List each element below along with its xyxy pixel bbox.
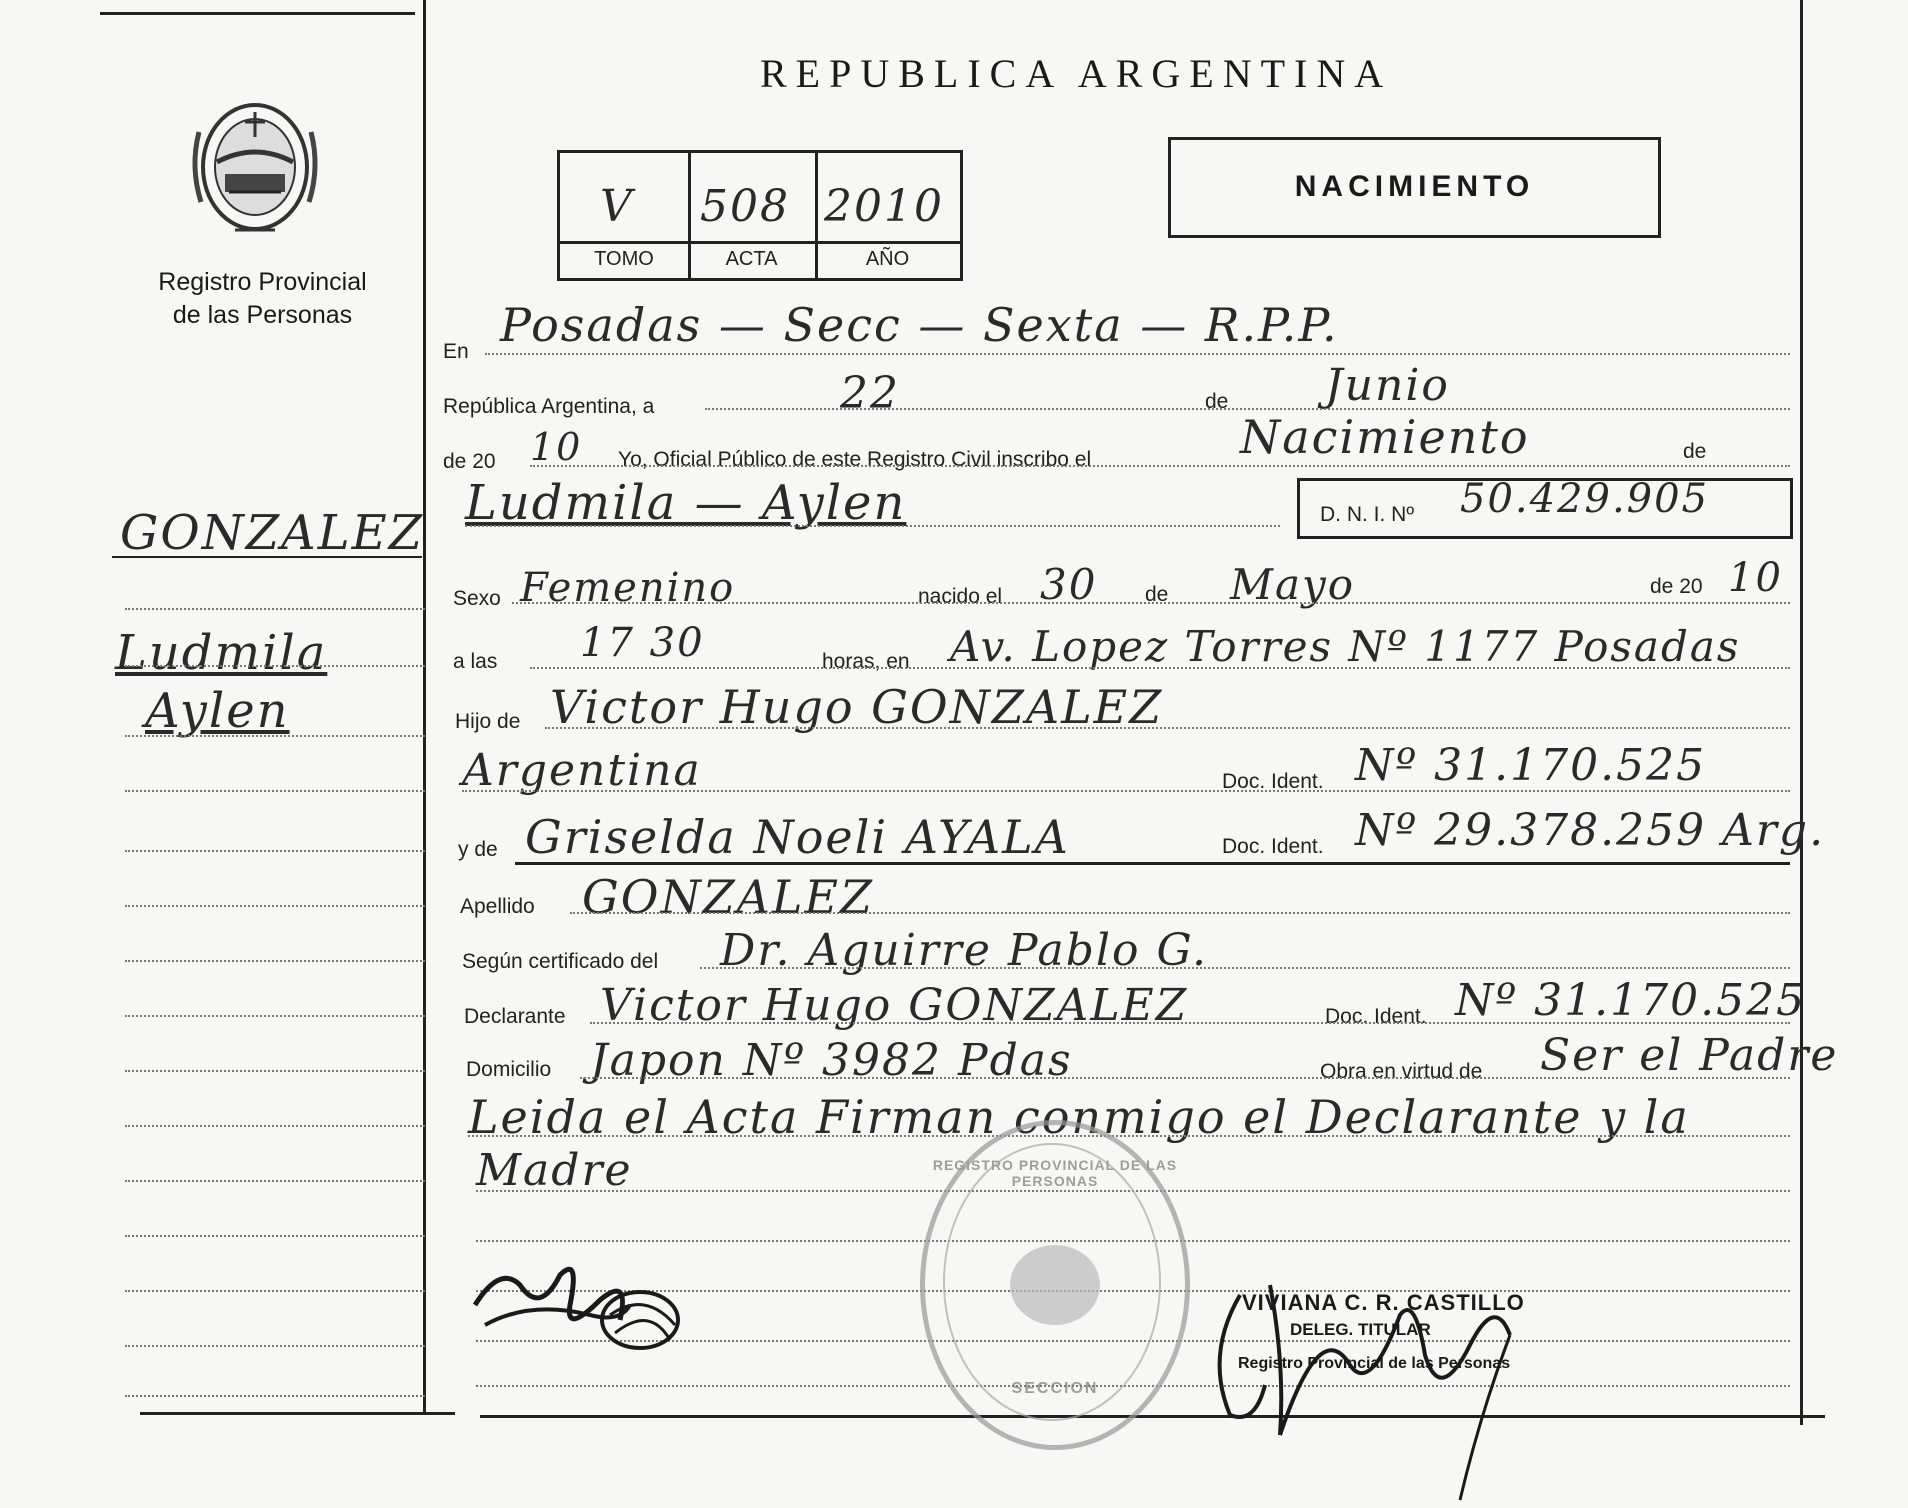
line-apellido (570, 912, 1790, 914)
day: 22 (840, 368, 900, 419)
line-father (545, 727, 1790, 729)
seal-ring-text: REGISTRO PROVINCIAL DE LAS PERSONAS (932, 1157, 1178, 1189)
line-domicilio (580, 1077, 1790, 1079)
right-border (1800, 0, 1803, 1425)
margin-dotted-line (125, 850, 425, 852)
father-nationality: Argentina (462, 745, 702, 796)
mother-name: Griselda Noeli AYALA (525, 810, 1070, 864)
line-child-name (465, 525, 1280, 527)
line-doctor (700, 967, 1790, 969)
margin-dotted-line (125, 790, 425, 792)
label-obra-virtud: Obra en virtud de (1320, 1060, 1483, 1083)
bottom-rule-main (480, 1415, 1825, 1418)
acta-value: 508 (700, 181, 790, 232)
margin-dotted-line (125, 905, 425, 907)
declarant: Victor Hugo GONZALEZ (600, 980, 1189, 1031)
margin-surname: GONZALEZ (120, 505, 424, 561)
margin-dotted-line (125, 960, 425, 962)
label-declarante: Declarante (464, 1005, 566, 1028)
birth-time: 17 30 (580, 620, 705, 666)
label-en: En (443, 340, 469, 363)
line-declarante (590, 1022, 1790, 1024)
margin-dotted-line (125, 665, 425, 667)
father-doc: Nº 31.170.525 (1355, 740, 1707, 791)
birth-day: 30 (1040, 560, 1098, 609)
margin-surname-rule (112, 556, 422, 558)
registry-box-divider (560, 241, 960, 244)
registry-name-line1: Registro Provincial (158, 268, 367, 296)
label-y-de: y de (458, 838, 498, 861)
seal-emblem (1010, 1245, 1100, 1325)
note-line-1: Leida el Acta Firman conmigo el Declarante y la (468, 1090, 1690, 1144)
label-de-3: de (1145, 583, 1169, 606)
obra-reason: Ser el Padre (1540, 1030, 1839, 1081)
margin-name-1: Ludmila (115, 625, 328, 681)
label-hijo-de: Hijo de (455, 710, 521, 733)
official-org: Registro Provincial de las Personas (1238, 1355, 1511, 1372)
label-nacido-el: nacido el (918, 585, 1003, 608)
tomo-label: TOMO (594, 248, 654, 270)
father-name: Victor Hugo GONZALEZ (550, 680, 1164, 734)
margin-dotted-line (125, 1125, 425, 1127)
label-segun-cert: Según certificado del (462, 950, 659, 973)
act-type: NACIMIENTO (1294, 170, 1535, 203)
margin-dotted-line (125, 1180, 425, 1182)
tomo-value: V (600, 181, 634, 232)
label-yo-oficial: Yo, Oficial Público de este Registro Civil inscribo el (618, 448, 1092, 471)
month: Junio (1325, 360, 1450, 411)
birth-month: Mayo (1230, 560, 1356, 609)
anio-label: AÑO (865, 248, 910, 270)
label-horas-en: horas, en (822, 650, 910, 673)
margin-dotted-line (125, 1345, 425, 1347)
mother-doc: Nº 29.378.259 Arg. (1355, 805, 1826, 856)
anio-value: 2010 (824, 181, 944, 232)
label-doc-ident-mother: Doc. Ident. (1222, 835, 1324, 858)
label-sexo: Sexo (453, 587, 501, 610)
year-suffix: 10 (530, 425, 583, 469)
dni-box (1297, 478, 1793, 539)
birth-year-suffix: 10 (1728, 555, 1783, 601)
official-seal (920, 1120, 1190, 1450)
address: Japon Nº 3982 Pdas (590, 1035, 1073, 1086)
margin-dotted-line (125, 1070, 425, 1072)
child-name: Ludmila — Aylen (465, 475, 907, 531)
margin-dotted-line (125, 1235, 425, 1237)
label-de-20b: de 20 (1650, 575, 1703, 598)
margin-dotted-line (125, 1015, 425, 1017)
line-a-las (530, 667, 1790, 669)
label-domicilio: Domicilio (466, 1058, 552, 1081)
margin-dotted-line (125, 608, 425, 610)
note-line-2: Madre (476, 1145, 633, 1196)
label-doc-ident-declarant: Doc. Ident. (1325, 1005, 1427, 1028)
line-en (485, 353, 1790, 355)
official-signature (1210, 1275, 1570, 1505)
registry-name-line2: de las Personas (172, 301, 353, 329)
margin-name-2: Aylen (145, 683, 290, 739)
act-type-box (1168, 137, 1661, 238)
label-apellido: Apellido (460, 895, 535, 918)
label-a-las: a las (453, 650, 498, 673)
top-rule-left (100, 12, 415, 15)
registry-number-box (557, 150, 963, 281)
line-inscribo (530, 465, 1790, 467)
birth-place: Av. Lopez Torres Nº 1177 Posadas (950, 622, 1741, 671)
margin-dotted-line (125, 1290, 425, 1292)
act-kind: Nacimiento (1240, 410, 1530, 464)
seal-section: SECCION (1011, 1380, 1099, 1397)
line-note-1 (468, 1135, 1790, 1137)
sex: Femenino (520, 565, 736, 611)
label-republica-a: República Argentina, a (443, 395, 655, 418)
official-name: VIVIANA C. R. CASTILLO (1242, 1290, 1525, 1315)
label-de: de (1205, 390, 1229, 413)
declarant-signature (470, 1245, 710, 1365)
line-father-doc (462, 790, 1790, 792)
declarant-doc: Nº 31.170.525 (1455, 975, 1807, 1026)
label-doc-ident-father: Doc. Ident. (1222, 770, 1324, 793)
line-sexo (512, 602, 1790, 604)
place-line: Posadas — Secc — Sexta — R.P.P. (500, 298, 1339, 352)
label-de-2: de (1683, 440, 1707, 463)
bottom-rule-left (140, 1412, 455, 1415)
official-role: DELEG. TITULAR (1290, 1320, 1431, 1339)
surname: GONZALEZ (582, 870, 874, 924)
acta-label: ACTA (725, 248, 778, 270)
margin-dotted-line (125, 1395, 425, 1397)
doctor: Dr. Aguirre Pablo G. (720, 925, 1209, 976)
line-mother (515, 862, 1790, 865)
margin-divider (423, 0, 426, 1415)
label-dni: D. N. I. Nº (1320, 503, 1415, 526)
provincial-coat-of-arms (185, 92, 325, 242)
dni-number: 50.429.905 (1460, 476, 1710, 522)
country-title: REPUBLICA ARGENTINA (760, 51, 1393, 96)
margin-dotted-line (125, 735, 425, 737)
label-de-20: de 20 (443, 450, 496, 473)
